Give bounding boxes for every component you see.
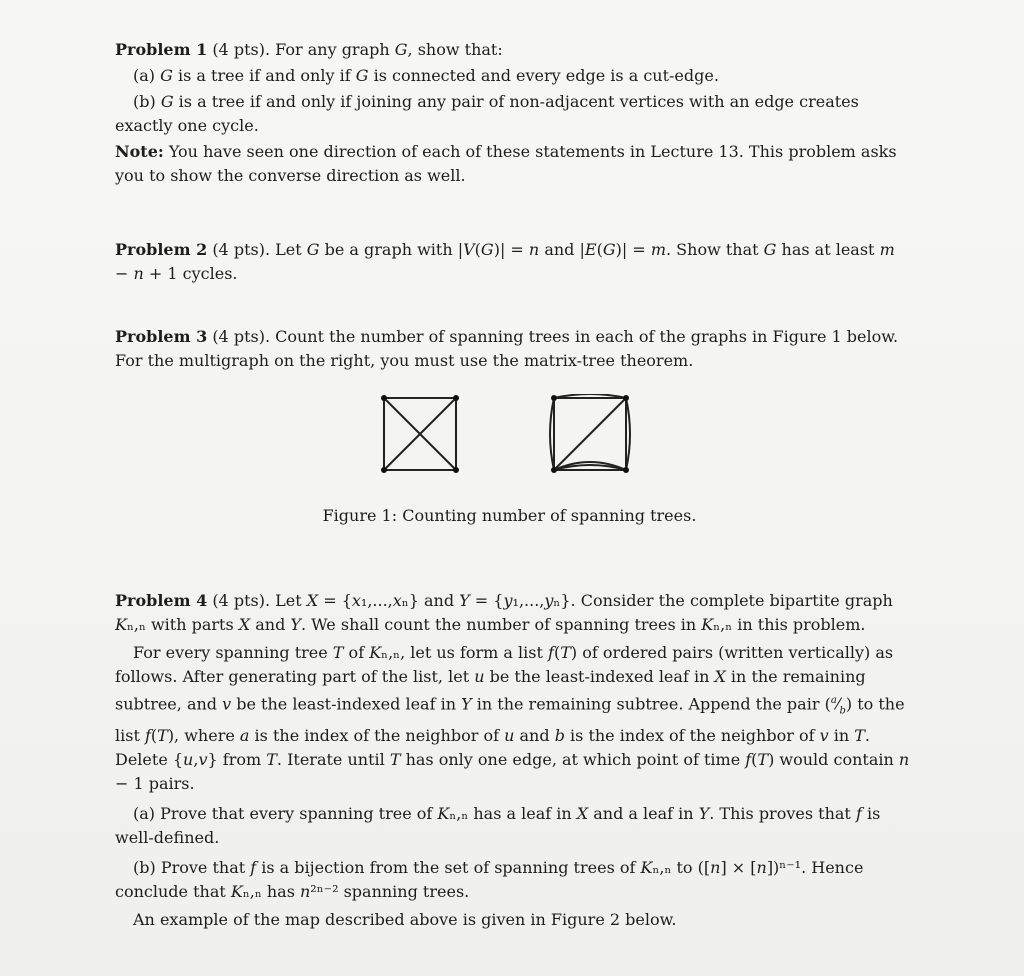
right-graph-diagonal [554,398,626,470]
problem-3 [115,325,910,373]
problem-1-part-b: (b) G is a tree if and only if joining any pair of non-adjacent vertices with an edge creates exactly one cycle. [115,92,859,135]
problem-4-part-b: (b) Prove that f is a bijection from the set of spanning trees of Kₙ,ₙ to ([n] × [n])ⁿ⁻¹. Hence conclude that Kₙ,ₙ has n²ⁿ⁻² spanning trees. [115,857,864,901]
problem-3-header: Problem 3 [115,327,208,346]
problem-3-points: (4 pts). [212,327,271,346]
problem-1-points: (4 pts). [212,40,271,59]
problem-4-header: Problem 4 [115,591,208,610]
problem-4-intro: Problem 4 (4 pts). Let X = {x₁,...,xₙ} and Y = {y₁,...,yₙ}. Consider the complete bipartite graph Kₙ,ₙ with parts X and Y. We shall count the number of spanning trees in Kₙ,ₙ in this problem. [115,591,893,634]
problem-1-note: Note: You have seen one direction of each of these statements in Lecture 13. This problem asks you to show the converse direction as well. [115,142,897,185]
figure-graph-right [548,394,632,474]
problem-1-header: Problem 1 [115,40,208,59]
problem-2-body: Let G be a graph with |V(G)| = n and |E(G)| = m. Show that G has at least m − n + 1 cycles. [115,240,895,283]
figure-graph-left [380,394,460,474]
problem-3-body: Count the number of spanning trees in each of the graphs in Figure 1 below. For the multigraph on the right, you must use the matrix-tree theorem. [115,327,899,370]
right-graph-vertex [623,467,629,473]
problem-2 [115,238,910,286]
problem-4-part-a: (a) Prove that every spanning tree of Kₙ,ₙ has a leaf in X and a leaf in Y. This proves that f is well-defined. [115,803,881,847]
left-graph-vertex [381,395,387,401]
problem-4-paragraph: For every spanning tree T of Kₙ,ₙ, let us form a list f(T) of ordered pairs (written vertically) as follows. After generating part of the list, let u be the least-indexed leaf in X in the remaining subtree, and v be the least-indexed leaf in Y in the remaining subtree. Append the pair $(^a⁄_b)$ to the list f(T), where a is the index of the neighbor of u and b is the index of the neighbor of v in T. Delete {u,v} from T. Iterate until T has only one edge, at which point of time f(T) would contain n − 1 pairs. [115,643,910,793]
problem-1-intro: For any graph G, show that: [275,40,503,59]
left-graph-vertex [453,467,459,473]
figure-caption: Figure 1: Counting number of spanning trees. [322,506,697,525]
problem-1 [115,38,910,188]
left-graph-vertex [453,395,459,401]
left-graph-vertex [381,467,387,473]
problem-2-header: Problem 2 [115,240,208,259]
problem-1-part-a: (a) G is a tree if and only if G is connected and every edge is a cut-edge. [133,66,719,85]
right-graph-vertex [551,395,557,401]
problem-4 [115,589,910,932]
right-graph-vertex [551,467,557,473]
problem-2-points: (4 pts). [212,240,271,259]
problem-4-closing: An example of the map described above is given in Figure 2 below. [133,909,677,929]
right-graph-vertex [623,395,629,401]
problem-4-points: (4 pts). [212,591,271,610]
